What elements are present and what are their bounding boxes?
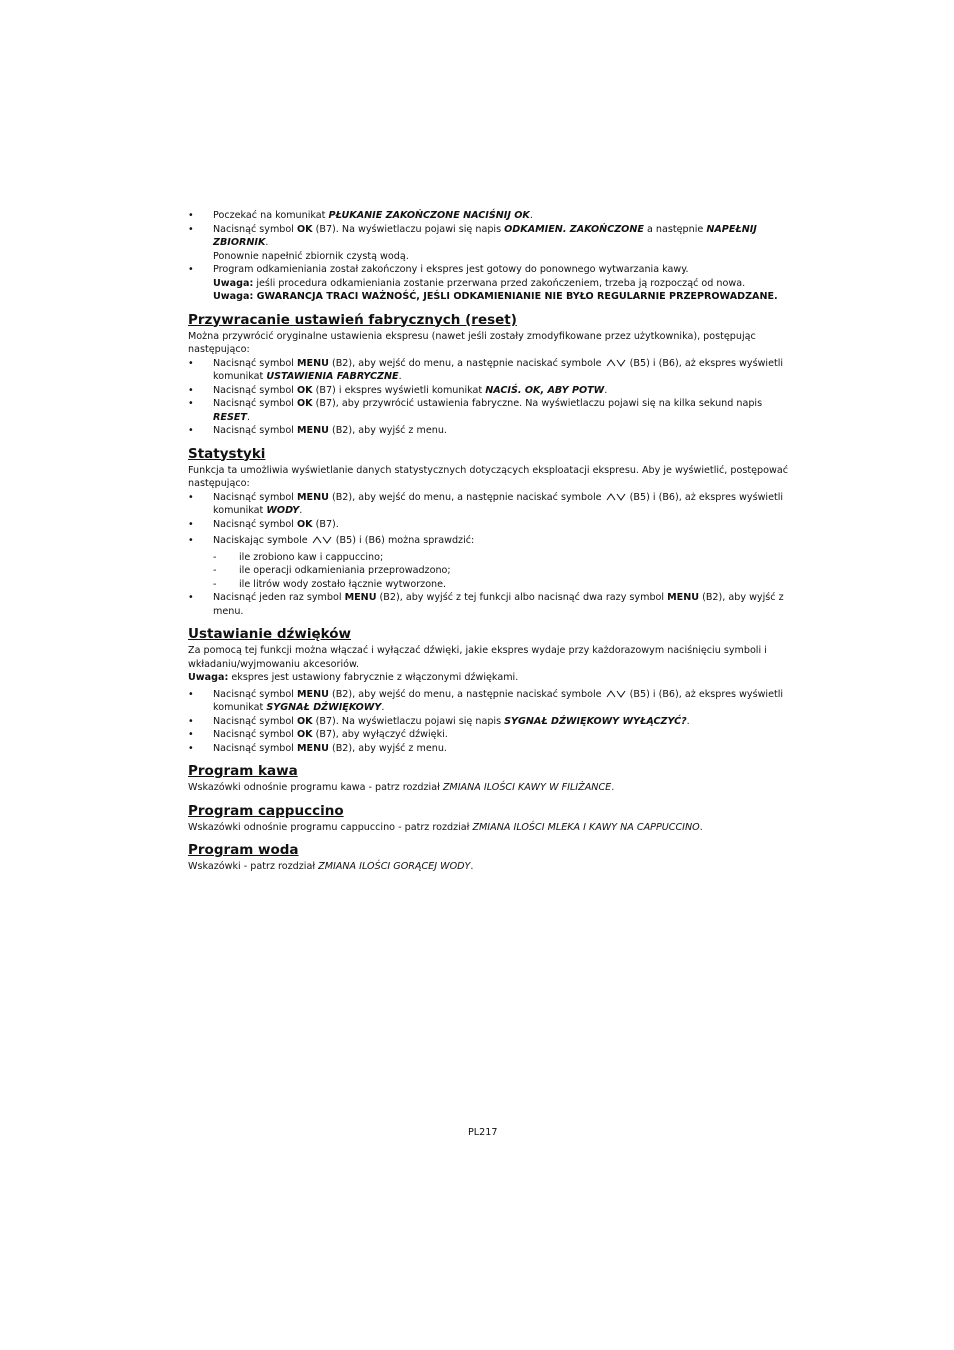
list-item: • Nacisnąć symbol OK (B7). (188, 518, 339, 530)
list-item: • Nacisnąć symbol OK (B7), aby wyłączyć dźwięki. (188, 729, 448, 740)
list-item: • Poczekać na komunikat PŁUKANIE ZAKOŃCZONE NACIŚNIJ OK. (188, 210, 533, 221)
up-down-arrows-icon (606, 493, 626, 501)
list-item: • Nacisnąć symbol MENU (B2), aby wejść do menu, a następnie naciskać symbole (B5) i (B6), aż ekspres wyświetli komunikat SYGNAŁ DŹWIĘKOWY. (188, 688, 784, 713)
warranty-warning: Uwaga: GWARANCJA TRACI WAŻNOŚĆ, JEŚLI ODKAMIENIANIE NIE BYŁO REGULARNIE PRZEPROWADZANE. (213, 291, 778, 302)
section-description: Wskazówki odnośnie programu kawa - patrz rozdział ZMIANA ILOŚCI KAWY W FILIŻANCE. (188, 782, 615, 793)
up-down-arrows-icon (312, 536, 332, 544)
section-title-stats: Statystyki (188, 445, 266, 462)
section-description: Wskazówki - patrz rozdział ZMIANA ILOŚCI GORĄCEJ WODY. (188, 861, 474, 872)
section-description: Można przywrócić oryginalne ustawienia ekspresu (nawet jeśli zostały zmodyfikowane przez użytkownika), postępując następująco: (188, 330, 756, 355)
document-page (188, 209, 788, 874)
list-item: • Nacisnąć jeden raz symbol MENU (B2), aby wyjść z tej funkcji albo nacisnąć dwa razy symbol MENU (B2), aby wyjść z menu. (188, 592, 784, 617)
up-down-arrows-icon (606, 359, 626, 367)
section-title-sounds: Ustawianie dźwięków (188, 626, 352, 642)
list-item: • Nacisnąć symbol OK (B7). Na wyświetlaczu pojawi się napis ODKAMIEN. ZAKOŃCZONE a następnie NAPEŁNIJ ZBIORNIK. Ponownie napełnić zbiornik czystą wodą. (188, 223, 757, 262)
note: Uwaga: ekspres jest ustawiony fabrycznie z włączonymi dźwiękami. (188, 672, 519, 683)
section-title-cappuccino: Program cappuccino (188, 802, 344, 819)
section-description: Wskazówki odnośnie programu cappuccino - patrz rozdział ZMIANA ILOŚCI MLEKA I KAWY NA CAPPUCCINO. (188, 821, 703, 833)
sub-list-item: - ile zrobiono kaw i cappuccino; (213, 551, 384, 563)
list-item: • Nacisnąć symbol OK (B7). Na wyświetlaczu pojawi się napis SYGNAŁ DŹWIĘKOWY WYŁĄCZYĆ?. (188, 715, 690, 727)
list-item: • Nacisnąć symbol MENU (B2), aby wejść do menu, a następnie naciskać symbole (B5) i (B6), aż ekspres wyświetli komunikat WODY. (188, 491, 784, 516)
section-description: Za pomocą tej funkcji można włączać i wyłączać dźwięki, jakie ekspres wydaje przy każdorazowym naciśnięciu symboli i wkładaniu/wyjmowaniu akcesoriów. (188, 645, 767, 670)
section-title-kawa: Program kawa (188, 763, 298, 779)
list-item: • Nacisnąć symbol MENU (B2), aby wyjść z menu. (188, 742, 447, 754)
list-item: • Nacisnąć symbol OK (B7), aby przywrócić ustawienia fabryczne. Na wyświetlaczu pojawi się na kilka sekund napis RESET. (188, 398, 763, 423)
list-item: • Naciskając symbole (B5) i (B6) można sprawdzić: (188, 535, 475, 546)
section-title-reset: Przywracanie ustawień fabrycznych (reset) (188, 311, 517, 328)
page-number: PL217 (468, 1127, 498, 1138)
sub-list-item: - ile litrów wody zostało łącznie wytworzone. (213, 578, 447, 590)
section-title-woda: Program woda (188, 842, 299, 858)
list-item: • Nacisnąć symbol MENU (B2), aby wyjść z menu. (188, 425, 447, 436)
section-description: Funkcja ta umożliwia wyświetlanie danych statystycznych dotyczących eksploatacji ekspresu. Aby je wyświetlić, postępować następująco: (188, 464, 788, 489)
list-item: • Program odkamieniania został zakończony i ekspres jest gotowy do ponownego wytwarzania kawy. Uwaga: jeśli procedura odkamieniania zostanie przerwana przed zakończeniem, trzeba ją rozpocząć od nowa. Uwaga: GWARANCJA TRACI WAŻNOŚĆ, JEŚLI ODKAMIENIANIE NIE BYŁO REGULARNIE PRZEPROWADZANE. (188, 264, 778, 302)
up-down-arrows-icon (606, 690, 626, 698)
list-item: • Nacisnąć symbol OK (B7) i ekspres wyświetli komunikat NACIŚ. OK, ABY POTW. (188, 384, 608, 396)
sub-list-item: - ile operacji odkamieniania przeprowadzono; (213, 565, 451, 576)
list-item: • Nacisnąć symbol MENU (B2), aby wejść do menu, a następnie naciskać symbole (B5) i (B6), aż ekspres wyświetli komunikat USTAWIENIA FABRYCZNE. (188, 357, 784, 382)
